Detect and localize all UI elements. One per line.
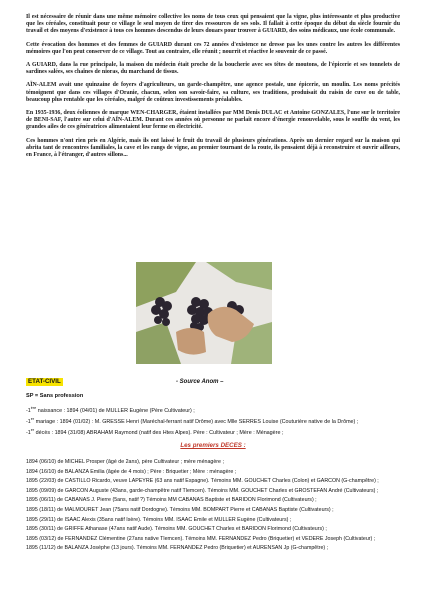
paragraph-memoire: Il est nécessaire de réunir dans une même mémoire collective les noms de tous ceux qui pensaient que la vigne, plus intéressante et plus productive que les céréales, constituait pour ce village le seul moyen de tirer des ressources de ses sols. Il fallait à cette époque du début du siècle fournir du travail et des moyens d'existence à tous ces hommes descendus de leurs douars pour trouver à GUIARD, des soins médicaux, une école communale.: [26, 14, 400, 35]
deces-entry: 1895 (06/11) de CABANAS J. Pierre (5ans, natif ?) Témoins MM CABANAS Baptiste et BARIDON Florimond (Cultivateurs) ;: [26, 497, 317, 504]
first-death: -1er décès : 1894 (31/08) ABRAHAM Raymond (natif des Htes Alpes). Père : Cultivateur ; Mère : Ménagère ;: [26, 427, 284, 436]
deces-entry: 1895 (29/11) de ISAAC Alexis (35ans natif Isère). Témoins MM. ISAAC Emile et MULLER Eugène (Cultivateurs) ;: [26, 516, 292, 523]
paragraph-eoliennes: En 1935-1936, deux éoliennes de marque WEN-CHARGER, étaient installées par MM Denis DULAC et Antoine GONZALES, l'une sur le territoire de BENI-SAF, l'autre sur celui d'AÏN-ALEM. Durant ces années où personne ne parlait encore d'énergie renouvelable, sous le souffle du vent, les grandes ailes de ces génératrices alimentaient leur ferme en électricité.: [26, 110, 400, 131]
first-marriage: -1er mariage : 1894 (01/02) : M. GRESSE Henri (Maréchal-ferrant natif Drôme) avec Mlle SERRES Louise (Couturière native de la Drôme) ;: [26, 416, 359, 425]
deces-entry: 1894 (06/10) de MICHEL Prosper (âgé de 2ans), père Cultivateur ; mère ménagère ;: [26, 459, 224, 465]
sp-note: SP = Sans profession: [26, 393, 84, 399]
deces-entry: 1895 (22/03) de CASTILLO Ricardo, veuve LAPEYRE (63 ans natif Espagne). Témoins MM. GOUCHET Charles (Colon) et GARCON (G-champêtre) ;: [26, 478, 379, 485]
first-birth: -1ère naissance : 1894 (04/01) de MULLER Eugène (Père Cultivateur) ;: [26, 406, 195, 414]
deces-entry: 1895 (30/11) de GRIFFE Athanase (47ans natif Aude). Témoins MM. GOUCHET Charles et BARIDON Florimond (Cultivateurs) ;: [26, 526, 327, 533]
deces-entry: 1894 (16/10) de BALANZA Emilia (âgée de 4 mois) ; Père : Briquetier ; Mère : ménagère ;: [26, 468, 237, 475]
deces-entry: 1895 (18/11) de MALMOURET Jean (75ans natif Dordogne). Témoins MM. BOMPART Pierre et CABANAS Baptiste (Cultivateurs) ;: [26, 506, 334, 513]
grape-harvest-photo: [136, 262, 272, 364]
grape-harvest-illustration: [136, 262, 272, 364]
document-body: [26, 14, 400, 165]
deces-title: Les premiers DECES :: [180, 442, 246, 449]
deces-list: [26, 458, 400, 554]
deces-entry: 1895 (03/12) de FERNANDEZ Clémentine (27ans native Tlemcen). Témoins MM. FERNANDEZ Pedro (Briquetier) et VEDERE Joseph (Cultivateur) ;: [26, 535, 376, 542]
paragraph-conclusion: Ces hommes n'ont rien pris en Algérie, mais ils ont laissé le fruit du travail de plusieurs générations. Après un dernier regard sur la maison qui abrita tant de rencontres familiales, la cave et les rangs de vigne, au premier tournant de la route, ils pensaient déjà à reconstruire et ouvrir ailleurs, en France, à l'étranger, d'autres sillons...: [26, 137, 400, 159]
paragraph-evocation: Cette évocation des hommes et des femmes de GUIARD durant ces 72 années d'existence ne dresse pas les unes contre les autres les différentes mémoires que l'on peut conserver de ce village. Tout au contraire, elle réunit ; nourrit et réactive le souvenir de ce passé.: [26, 41, 400, 55]
etat-civil-header: [26, 378, 400, 388]
deces-entry: 1895 (11/12) de BALANZA Joséphe (13 jours). Témoins MM. FERNANDEZ Pedro (Briquetier) et AURENSAN Jp (G-champêtre) ;: [26, 545, 329, 552]
paragraph-guiard-rue: A GUIARD, dans la rue principale, la maison du médecin était proche de la boucherie avec ses têtes de moutons, de l'épicerie et ses tonnelets de sardines salées, ses chaînes de nioras, du marchand de tissus.: [26, 62, 400, 76]
firsts-list: [26, 404, 400, 436]
paragraph-ain-alem: AÏN-ALEM avait une quinzaine de foyers d'agriculteurs, un garde-champêtre, une agence postale, une épicerie, un moulin. Les noms précités témoignent que dans ces villages d'Oranie, chacun, selon son savoir-faire, sa culture, ses traditions, produisait du raisin de cuve ou de table, beaucoup plus rentable que les céréales, malgré de coûteux investissements préalables.: [26, 82, 400, 103]
deces-entry: 1895 (09/09) de GARCON Auguste (43ans, garde-champêtre natif Tlemcen). Témoins MM. GOUCHET Charles et GROSTEFAN André (Cultivateurs) ;: [26, 487, 379, 494]
etat-civil-label: ETAT-CIVIL: [28, 378, 61, 385]
source-label: - Source Anom –: [176, 379, 224, 385]
